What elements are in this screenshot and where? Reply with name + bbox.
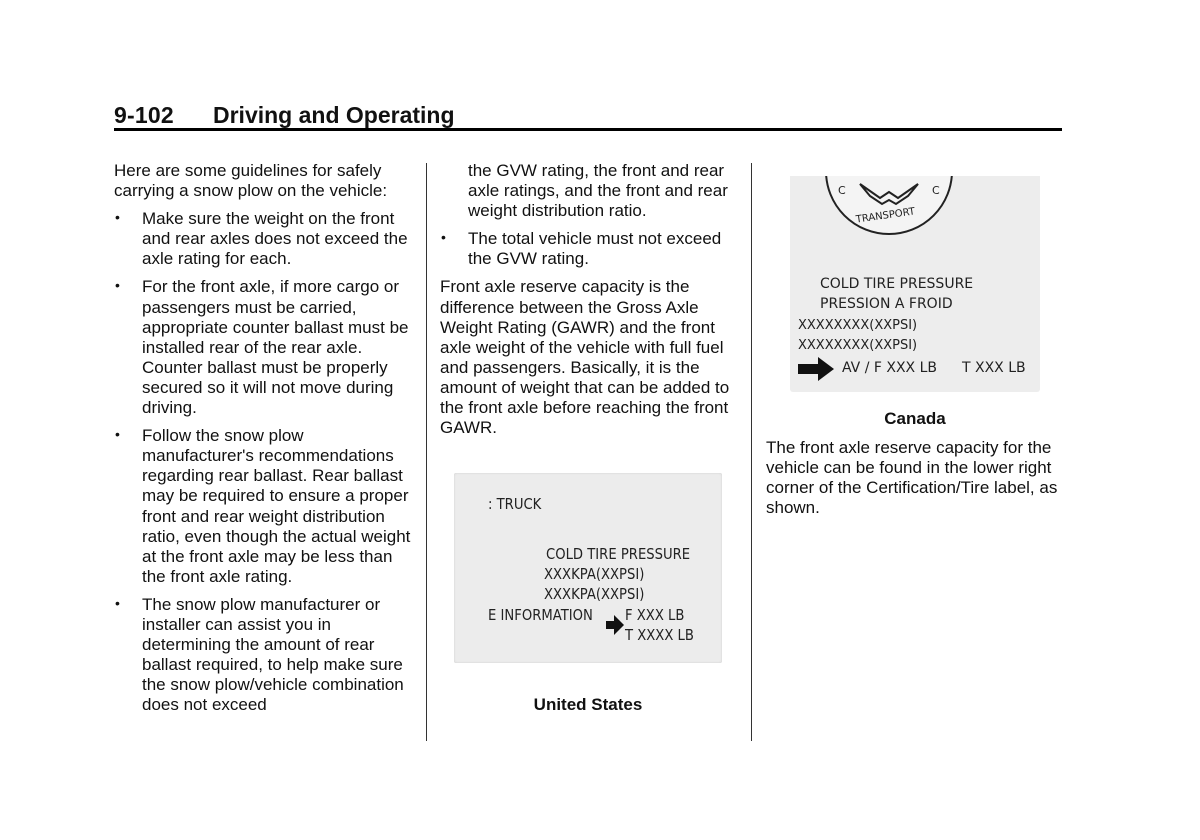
list-item: • The snow plow manufacturer or installer can assist you in determining the amount of rear ballast required, to help make sure the snow plow/vehicle combination does not exceed [115,594,404,715]
bullet-icon: • [115,426,120,443]
label-cold-tire-pressure: COLD TIRE PRESSURE [546,545,691,563]
figure-caption-us: United States [533,695,643,714]
seal-letter-right: C [932,184,940,197]
seal-letter-left: C [838,184,846,197]
label-total: T XXXX LB [625,626,694,644]
label-pressure-rear: XXXKPA(XXPSI) [544,585,645,603]
list-item: • Make sure the weight on the front and rear axles does not exceed the axle rating for each. [115,209,408,269]
bullet-icon: • [441,229,446,246]
list-item: • For the front axle, if more cargo or passengers must be carried, appropriate counter ballast must be installed rear of the rear axle. Counter ballast must be properly secured so it will not move during driving. [115,277,409,418]
column-divider [751,163,752,741]
intro-paragraph: Here are some guidelines for safely carrying a snow plow on the vehicle: [114,161,388,201]
label-information: E INFORMATION [488,606,593,624]
label-pressure-front: XXXXXXXX(XXPSI) [798,318,918,333]
figure-caption-canada: Canada [884,409,946,428]
continued-text: the GVW rating, the front and rear axle ratings, and the front and rear weight distribution ratio. [468,161,728,221]
column-3 [766,438,1062,518]
guideline-list-continued [440,229,740,269]
label-pression-a-froid: PRESSION A FROID [820,296,953,312]
label-pressure-rear: XXXXXXXX(XXPSI) [798,338,918,353]
page-number: 9-102 [114,102,174,128]
us-tire-label-image [454,473,722,663]
bullet-icon: • [115,209,120,226]
arrow-right-icon [606,615,624,635]
column-1 [114,161,414,723]
label-front-axle: F XXX LB [625,606,685,624]
page-header [114,100,1062,131]
label-front-axle: AV / F XXX LB [842,360,938,376]
label-truck-text: : TRUCK [488,495,542,513]
seal-text: TRANSPORT [855,206,916,226]
label-total: T XXX LB [962,360,1026,376]
section-title: Driving and Operating [213,102,455,128]
list-item: • Follow the snow plow manufacturer's recommendations regarding rear ballast. Rear ballast may be required to ensure a proper front and rear weight distribution ratio, even though the actual weight at the front axle may be less than the front axle rating. [115,426,411,586]
label-pressure-front: XXXKPA(XXPSI) [544,565,645,583]
label-location-paragraph: The front axle reserve capacity for the vehicle can be found in the lower right corner of the Certification/Tire label, as shown. [766,438,1058,518]
label-cold-tire-pressure: COLD TIRE PRESSURE [820,276,974,292]
bullet-icon: • [115,594,120,611]
canada-tire-label-image [790,176,1040,392]
guideline-list [114,209,414,715]
bullet-icon: • [115,277,120,294]
transport-seal-icon [824,176,954,236]
reserve-capacity-paragraph: Front axle reserve capacity is the difference between the Gross Axle Weight Rating (GAWR) and the front axle weight of the vehicle with full fuel and passengers. Basically, it is the amount of weight that can be added to the front axle before reaching the front GAWR. [440,277,730,438]
column-2 [440,161,740,438]
arrow-right-icon [798,357,834,381]
list-item: • The total vehicle must not exceed the GVW rating. [441,229,722,269]
column-divider [426,163,427,741]
